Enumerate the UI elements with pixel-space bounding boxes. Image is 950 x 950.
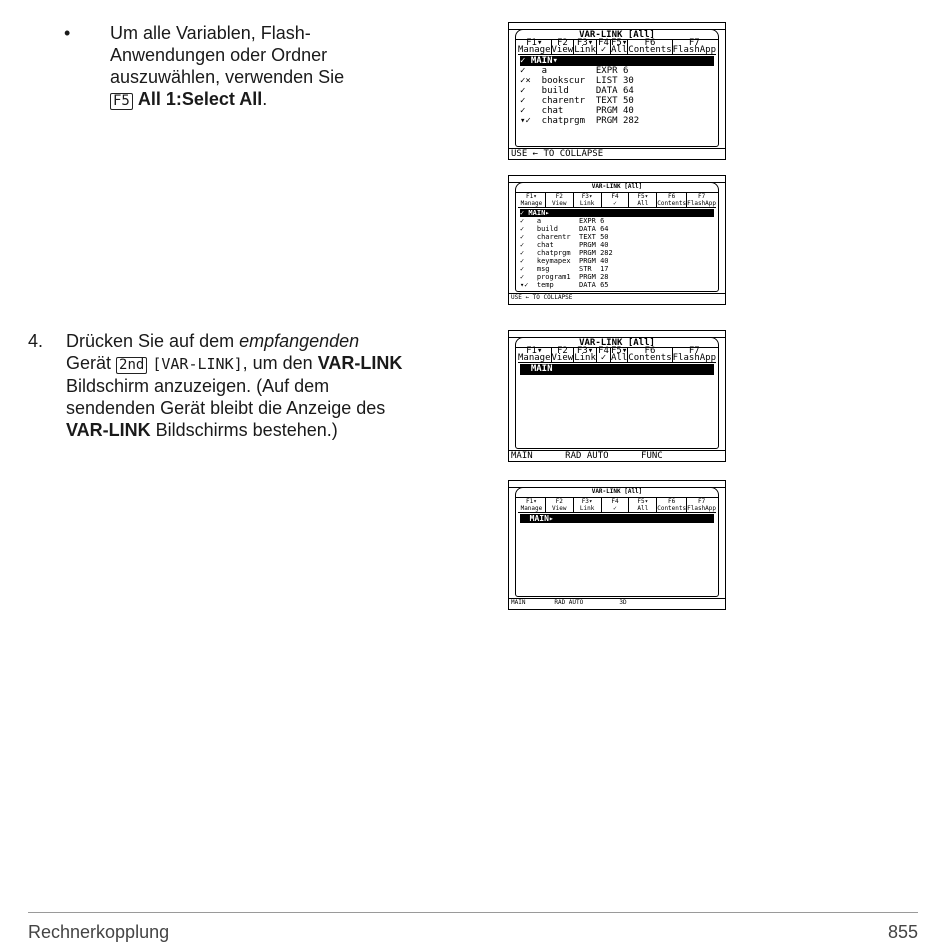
- variable-row: ✓ program1 PRGM 28: [520, 273, 609, 281]
- status-bar: USE ← TO COLLAPSE: [509, 148, 725, 159]
- page-number: 855: [887, 922, 918, 942]
- variable-row: ✓ build DATA 64: [520, 86, 634, 96]
- variable-row: ✓ chatprgm PRGM 282: [520, 249, 613, 257]
- window-title: VAR-LINK [All]: [516, 183, 718, 193]
- step-text: Gerät: [66, 353, 117, 373]
- function-key-tab: F7 FlashApp: [687, 193, 717, 207]
- function-key-tab: F1▾ Manage: [518, 498, 546, 512]
- variable-list: [520, 514, 714, 523]
- window-title: VAR-LINK [All]: [516, 30, 718, 40]
- step-text: , um den: [242, 353, 318, 373]
- function-key-tab: F3▾ Link: [574, 498, 602, 512]
- bullet-paragraph: [110, 22, 430, 110]
- function-key-tab: F1▾ Manage: [518, 346, 551, 363]
- emphasis-text: empfangenden: [239, 331, 360, 351]
- function-key-tab: F4 ✓: [597, 348, 611, 362]
- var-link-window: [515, 487, 719, 597]
- folder-row-main: MAIN: [520, 364, 714, 375]
- function-key-tab: F5▾ All: [611, 38, 628, 55]
- function-key-tab: F1▾ Manage: [518, 193, 546, 207]
- variable-row: ✓× bookscur LIST 30: [520, 76, 634, 86]
- var-link-window: [515, 182, 719, 292]
- function-key-tab: F2 View: [551, 346, 574, 363]
- status-bar: USE ← TO COLLAPSE: [509, 293, 725, 304]
- function-key-bar: [518, 40, 716, 55]
- variable-list: [520, 209, 714, 289]
- bold-text: VAR-LINK: [66, 420, 151, 440]
- calculator-screen-3: [508, 330, 726, 462]
- variable-row: ✓ charentr TEXT 50: [520, 233, 609, 241]
- variable-row: ▾✓ chatprgm PRGM 282: [520, 116, 640, 126]
- calculator-screen-1: [508, 22, 726, 160]
- window-title: VAR-LINK [All]: [516, 488, 718, 498]
- function-key-tab: F4 ✓: [602, 498, 630, 512]
- folder-row-main: ✓ MAIN▾: [520, 56, 714, 66]
- variable-row: ✓ chat PRGM 40: [520, 241, 609, 249]
- function-key-bar: [518, 498, 716, 513]
- status-bar: MAIN RAD AUTO 3D: [509, 598, 725, 609]
- function-key-tab: F7 FlashApp: [672, 346, 716, 363]
- function-key-tab: F5▾ All: [611, 346, 628, 363]
- variable-row: ✓ chat PRGM 40: [520, 106, 634, 116]
- function-key-tab: F3▾ Link: [574, 193, 602, 207]
- variable-row: ✓ a EXPR 6: [520, 217, 605, 225]
- function-key-tab: F2 View: [546, 498, 574, 512]
- function-key-tab: F4 ✓: [602, 193, 630, 207]
- variable-list: [520, 56, 714, 126]
- bullet-line-1: Um alle Variablen, Flash-: [110, 23, 311, 43]
- step-text: Bildschirms bestehen.): [150, 420, 338, 440]
- var-link-key: [VAR-LINK]: [152, 355, 243, 373]
- folder-row-main: ✓ MAIN▸: [520, 209, 714, 217]
- calculator-screen-4: [508, 480, 726, 610]
- function-key-tab: F7 FlashApp: [672, 38, 716, 55]
- step-line-3: Bildschirm anzuzeigen. (Auf dem: [66, 376, 330, 396]
- variable-row: ✓ keymapex PRGM 40: [520, 257, 609, 265]
- bullet-symbol: •: [64, 23, 71, 43]
- footer-divider: [28, 912, 918, 913]
- bold-text: VAR-LINK: [317, 353, 403, 373]
- function-key-tab: F2 View: [546, 193, 574, 207]
- folder-row-main: MAIN▸: [520, 514, 714, 523]
- bullet-line-3: auszuwählen, verwenden Sie: [110, 67, 345, 87]
- step-4-paragraph: [66, 330, 486, 441]
- window-title: VAR-LINK [All]: [516, 338, 718, 348]
- variable-row: ▾✓ temp DATA 65: [520, 281, 609, 289]
- footer-section-title: Rechnerkopplung: [28, 922, 170, 942]
- bullet-line-4: [110, 88, 430, 110]
- step-line-1: [66, 330, 486, 352]
- function-key-bar: [518, 348, 716, 363]
- function-key-tab: F3▾ Link: [574, 38, 596, 55]
- function-key-tab: F6 Contents: [628, 346, 672, 363]
- step-number: 4.: [28, 331, 44, 351]
- calculator-screen-2: [508, 175, 726, 305]
- function-key-tab: F6 Contents: [628, 38, 672, 55]
- variable-list: [520, 364, 714, 375]
- function-key-tab: F2 View: [551, 38, 574, 55]
- step-line-2: [66, 352, 486, 375]
- menu-command: All 1:Select All: [137, 89, 263, 109]
- function-key-bar: [518, 193, 716, 208]
- step-line-4: sendenden Gerät bleibt die Anzeige des: [66, 398, 386, 418]
- function-key-tab: F3▾ Link: [574, 346, 596, 363]
- function-key-tab: F7 FlashApp: [687, 498, 717, 512]
- function-key-tab: F6 Contents: [657, 498, 687, 512]
- function-key-tab: F6 Contents: [657, 193, 687, 207]
- variable-row: ✓ msg STR 17: [520, 265, 609, 273]
- bullet-line-2: Anwendungen oder Ordner: [110, 45, 328, 65]
- function-key-tab: F5▾ All: [629, 498, 657, 512]
- step-text: Drücken Sie auf dem: [66, 331, 240, 351]
- variable-row: ✓ charentr TEXT 50: [520, 96, 634, 106]
- variable-row: ✓ a EXPR 6: [520, 66, 629, 76]
- function-key-tab: F5▾ All: [629, 193, 657, 207]
- f5-key: F5: [110, 93, 133, 110]
- step-line-5: [66, 419, 486, 441]
- period: .: [262, 89, 268, 109]
- status-bar: MAIN RAD AUTO FUNC: [509, 450, 725, 461]
- variable-row: ✓ build DATA 64: [520, 225, 609, 233]
- function-key-tab: F1▾ Manage: [518, 38, 551, 55]
- var-link-window: [515, 337, 719, 449]
- function-key-tab: F4 ✓: [597, 40, 611, 54]
- 2nd-key: 2nd: [116, 357, 147, 374]
- var-link-window: [515, 29, 719, 147]
